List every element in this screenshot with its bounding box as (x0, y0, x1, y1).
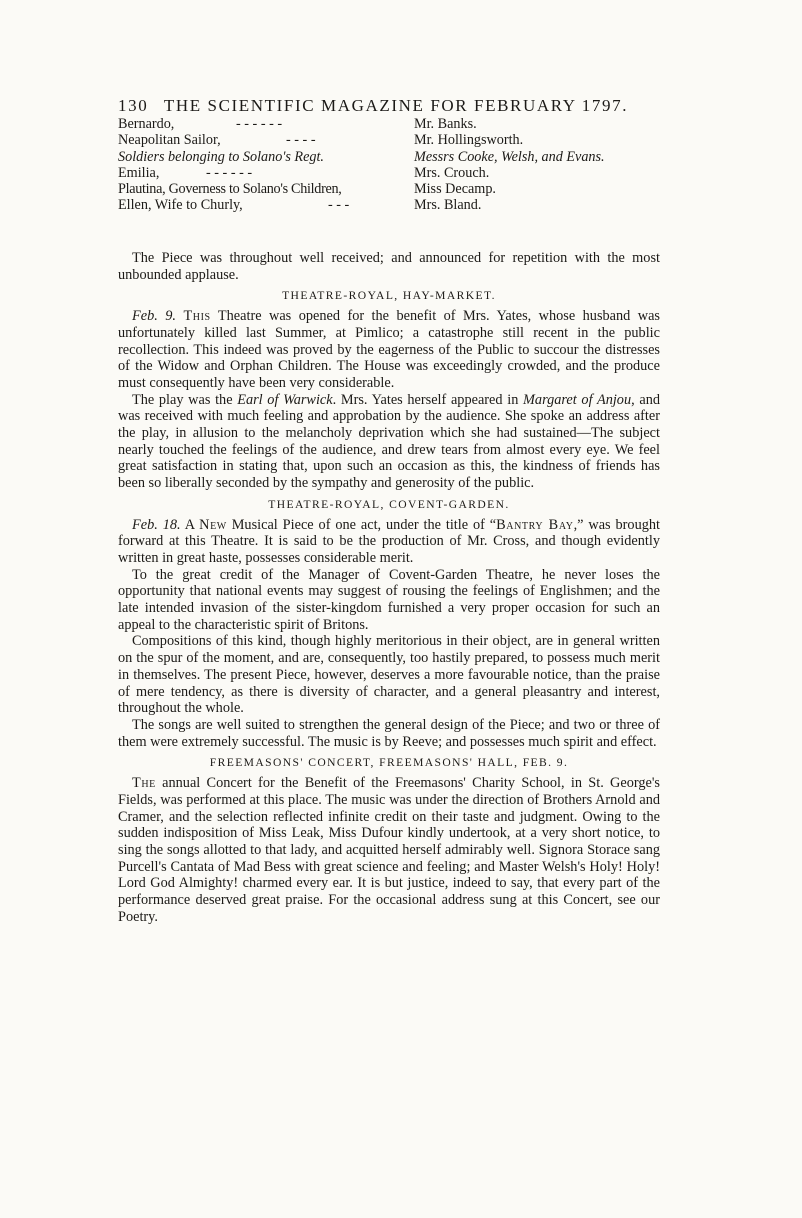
paragraph-text: annual Concert for the Benefit of the Freemasons' Charity School, in St. George's Fields, was performed at this place. The music was under the direction of Brothers Arnold and Cramer, and the selection reflected infinite credit on their taste and judgment. Owing to the sudden indisposition of Miss Leak, Miss Dufour kindly undertook, at a very short notice, to sing the songs allotted to that lady, and acquitted herself admirably well. Signora Storace sang Purcell's Cantata of Mad Bess with great science and feeling; and Master Welsh's Holy! Holy! Lord God Almighty! charmed every ear. It is but justice, indeed to say, that every part of the performance deserved great praise. For the occasional address sung at this Concert, see our Poetry. (118, 775, 660, 925)
cast-role: Bernardo, (118, 116, 175, 132)
cast-actor: Mrs. Bland. (414, 197, 482, 214)
cast-row (118, 181, 678, 197)
section-heading-covent-garden: THEATRE-ROYAL, COVENT-GARDEN. (268, 497, 510, 511)
date-label: Feb. 18. (132, 516, 181, 533)
paragraph: Compositions of this kind, though highly meritorious in their object, are in general written on the spur of the moment, and are, consequently, too hastily prepared, to possess much merit in themselves. The present Piece, however, deserves a more favourable notice, than the praise of mere tendency, as there is diversity of character, and a general pleasantry and interest, throughout the whole. (118, 633, 660, 717)
article-body (118, 250, 660, 925)
cast-role: Neapolitan Sailor, (118, 132, 221, 149)
paragraph-text: A (180, 516, 200, 533)
cast-role: Emilia, (118, 164, 160, 181)
cast-actor: Mr. Hollingsworth. (414, 132, 524, 149)
cast-row (118, 132, 678, 148)
closing-paragraph: The Piece was throughout well received; and announced for repetition with the most unbounded applause. (118, 250, 660, 283)
section-heading-haymarket: THEATRE-ROYAL, HAY-MARKET. (282, 289, 496, 303)
cast-row (118, 165, 678, 181)
cast-role: Plautina, Governess to Solano's Children, (118, 181, 342, 198)
cast-list (118, 116, 678, 214)
paragraph-text: The play was the (132, 391, 238, 408)
cast-row (118, 116, 678, 132)
page-number: 130 (118, 96, 149, 115)
paragraph (118, 308, 660, 392)
lead-word: This (183, 308, 211, 325)
paragraph-text: , and was received with much feeling and approbation by the audience. She spoke an address after the play, in allusion to the melancholy deprivation which she had sustained—The subject nearly touched the feelings of the audience, and drew tears from almost every eye. We feel great satisfaction in stating that, upon such an occasion as this, the kindness of friends has been so liberally seconded by the sympathy and generosity of the public. (118, 391, 660, 492)
cast-actor: Messrs Cooke, Welsh, and Evans. (414, 148, 605, 165)
paragraph (118, 775, 660, 925)
running-header (118, 96, 668, 116)
paragraph-text: . Mrs. Yates herself appeared in (332, 391, 524, 408)
play-title: Earl of Warwick (237, 391, 333, 408)
lead-word: The (132, 775, 156, 792)
cast-actor: Miss Decamp. (414, 181, 496, 198)
cast-role: Ellen, Wife to Churly, (118, 197, 243, 214)
paragraph: To the great credit of the Manager of Covent-Garden Theatre, he never loses the opportunity that national events may suggest of rousing the feelings of Englishmen; and the late intended invasion of the sister-kingdom furnished a very proper occasion for such an appeal to the characteristic spirit of Britons. (118, 566, 660, 633)
paragraph-text: Theatre was opened for the benefit of Mrs. Yates, whose husband was unfortunately killed last Summer, at Pimlico; a catastrophe still recent in the public recollection. This indeed was proved by the eagerness of the Public to succour the distresses of the Widow and Orphan Children. The House was exceedingly crowded, and the produce must consequently have been very considerable. (118, 308, 660, 391)
role-title: Margaret of Anjou (523, 391, 632, 408)
cast-leader-dots: - - - - (286, 132, 316, 149)
section-heading-freemasons: FREEMASONS' CONCERT, FREEMASONS' HALL, FEB. 9. (209, 756, 569, 770)
cast-leader-dots: - - - - - - (206, 164, 253, 181)
cast-leader-dots: - - - - - - (236, 116, 283, 132)
lead-word: New (199, 516, 227, 533)
piece-title: Bantry Bay (496, 516, 574, 533)
cast-row (118, 197, 678, 213)
paragraph-text: ,” was brought forward at this Theatre. It is said to be the production of Mr. Cross, and though evidently written in great haste, possesses considerable merit. (118, 516, 660, 566)
cast-row (118, 149, 678, 165)
cast-actor: Mr. Banks. (414, 116, 477, 132)
paragraph: The songs are well suited to strengthen the general design of the Piece; and two or three of them were extremely successful. The music is by Reeve; and possesses much spirit and effect. (118, 716, 660, 750)
cast-leader-dots: - - - (328, 197, 350, 214)
paragraph-text: Musical Piece of one act, under the title of “ (226, 516, 497, 533)
paragraph (118, 517, 660, 567)
cast-role: Soldiers belonging to Solano's Regt. (118, 148, 324, 165)
date-label: Feb. 9. (132, 308, 176, 325)
cast-actor: Mrs. Crouch. (414, 164, 490, 181)
running-title: THE SCIENTIFIC MAGAZINE FOR FEBRUARY 1797. (163, 96, 629, 115)
paragraph (118, 392, 660, 492)
